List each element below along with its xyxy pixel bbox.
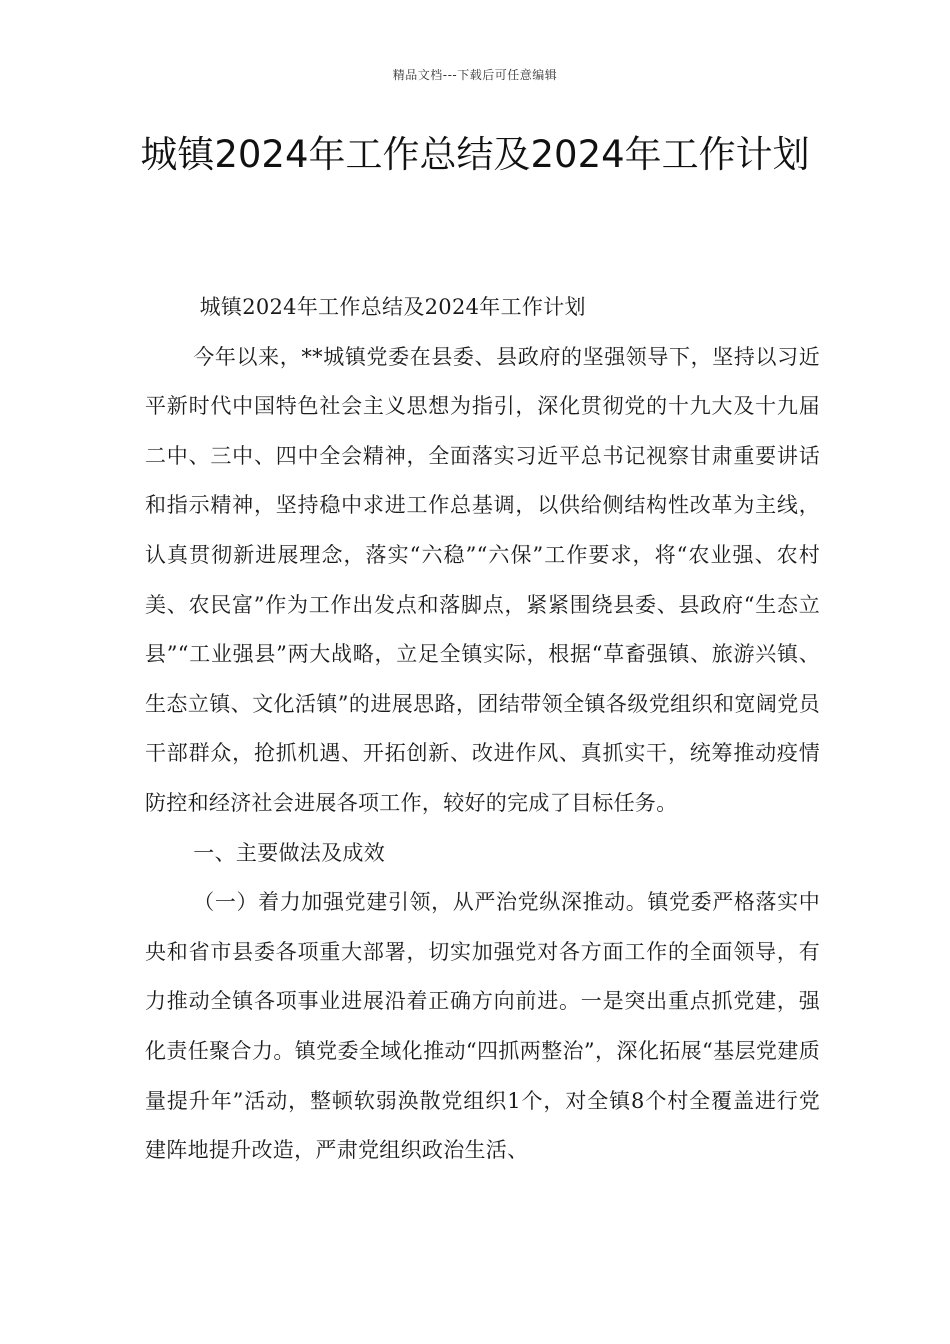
- intro-paragraph: 今年以来，**城镇党委在县委、县政府的坚强领导下，坚持以习近平新时代中国特色社会主义思想为指引，深化贯彻党的十九大及十九届二中、三中、四中全会精神，全面落实习近平总书记视察甘肃重要讲话和指示精神，坚持稳中求进工作总基调，以供给侧结构性改革为主线，认真贯彻新进展理念，落实“六稳”“六保”工作要求，将“农业强、农村美、农民富”作为工作出发点和落脚点，紧紧围绕县委、县政府“生态立县”“工业强县”两大战略，立足全镇实际，根据“草畜强镇、旅游兴镇、生态立镇、文化活镇”的进展思路，团结带领全镇各级党组织和宽阔党员干部群众，抢抓机遇、开拓创新、改进作风、真抓实干，统筹推动疫情防控和经济社会进展各项工作，较好的完成了目标任务。: [145, 344, 820, 815]
- document-body: [145, 283, 820, 1176]
- document-subtitle: 城镇2024年工作总结及2024年工作计划: [199, 295, 586, 319]
- section-heading: 一、主要做法及成效: [193, 840, 385, 865]
- header-note: 精品文档---下载后可任意编辑: [392, 68, 558, 82]
- section-paragraph: （一）着力加强党建引领，从严治党纵深推动。镇党委严格落实中央和省市县委各项重大部署，切实加强党对各方面工作的全面领导，有力推动全镇各项事业进展沿着正确方向前进。一是突出重点抓党建，强化责任聚合力。镇党委全域化推动“四抓两整治”，深化拓展“基层党建质量提升年”活动，整顿软弱涣散党组织1个，对全镇8个村全覆盖进行党建阵地提升改造，严肃党组织政治生活、: [145, 890, 820, 1163]
- document-title: 城镇2024年工作总结及2024年工作计划: [140, 133, 810, 176]
